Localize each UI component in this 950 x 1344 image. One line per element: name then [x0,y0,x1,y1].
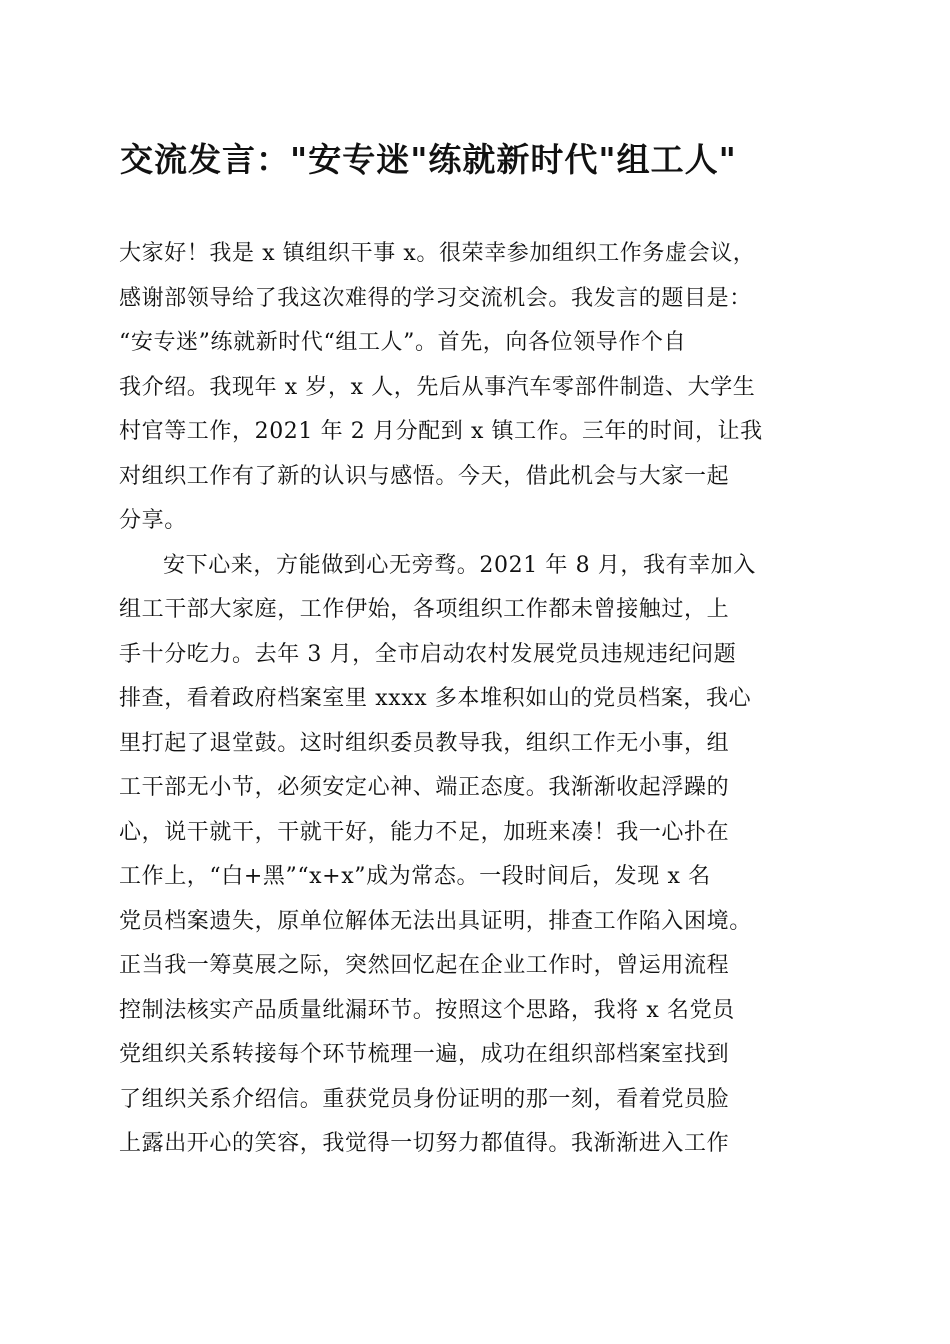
body-text-line: 大家好！我是 x 镇组织干事 x。很荣幸参加组织工作务虚会议， [119,241,756,266]
body-text-line: 组工干部大家庭，工作伊始，各项组织工作都未曾接触过，上 [119,597,730,622]
body-text-line: 里打起了退堂鼓。这时组织委员教导我，组织工作无小事，组 [119,730,730,756]
body-text-line: 工作上，“白+黑”“x+x”成为常态。一段时间后，发现 x 名 [119,864,711,889]
body-text-line: 安下心来，方能做到心无旁骛。2021 年 8 月，我有幸加入 [163,552,756,578]
body-text-line: 手十分吃力。去年 3 月，全市启动农村发展党员违规违纪问题 [119,641,737,667]
body-text-line: 我介绍。我现年 x 岁，x 人，先后从事汽车零部件制造、大学生 [119,374,756,400]
body-text-line: 工干部无小节，必须安定心神、端正态度。我渐渐收起浮躁的 [119,775,730,800]
body-text-line: 感谢部领导给了我这次难得的学习交流机会。我发言的题目是： [119,285,752,311]
body-text-line: “安专迷”练就新时代“组工人”。首先，向各位领导作个自 [119,330,687,355]
body-text-line: 排查，看着政府档案室里 xxxx 多本堆积如山的党员档案，我心 [119,686,752,711]
body-text-line: 了组织关系介绍信。重获党员身份证明的那一刻，看着党员脸 [119,1086,730,1112]
document-body [119,232,839,1167]
document-title: 交流发言："安专迷"练就新时代"组工人" [120,140,737,179]
body-text-line: 分享。 [119,508,187,533]
body-text-line: 上露出开心的笑容，我觉得一切努力都值得。我渐渐进入工作 [119,1131,730,1156]
body-text-line: 党员档案遗失，原单位解体无法出具证明，排查工作陷入困境。 [119,908,752,934]
body-text-line: 村官等工作，2021 年 2 月分配到 x 镇工作。三年的时间，让我 [119,419,763,444]
body-text-line: 控制法核实产品质量纰漏环节。按照这个思路，我将 x 名党员 [119,997,735,1023]
body-text-line: 党组织关系转接每个环节梳理一遍，成功在组织部档案室找到 [119,1042,730,1067]
body-text-line: 心，说干就干，干就干好，能力不足，加班来凑！我一心扑在 [119,819,730,845]
body-text-line: 对组织工作有了新的认识与感悟。今天，借此机会与大家一起 [119,463,730,489]
body-text-line: 正当我一筹莫展之际，突然回忆起在企业工作时，曾运用流程 [119,953,730,978]
